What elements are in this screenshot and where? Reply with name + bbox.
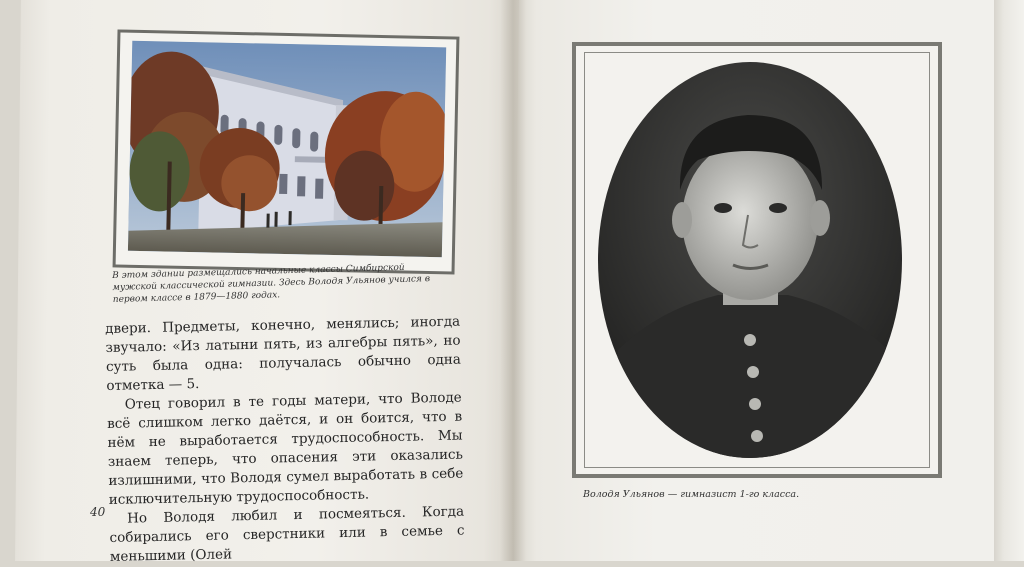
portrait-photo <box>598 60 902 458</box>
portrait-frame <box>572 42 942 478</box>
building-photo-caption: В этом здании размещались начальные классы Симбирской мужской классической гимназии. Здесь Володя Ульянов учился в первом классе в 1879—1880 годах. <box>112 262 431 305</box>
book-cover-edge <box>990 0 1024 561</box>
body-text <box>105 313 465 567</box>
paragraph: двери. Предметы, конечно, менялись; иногда звучало: «Из латыни пять, из алгебры пять», но суть была одна: получалась обычно одна отметка — 5. <box>105 313 462 394</box>
building-photo <box>128 41 446 258</box>
page-number: 40 <box>90 505 106 519</box>
building-photo-frame <box>113 29 460 274</box>
portrait-caption: Володя Ульянов — гимназист 1-го класса. <box>583 489 800 500</box>
paragraph: Отец говорил в те годы матери, что Володе всё слишком легко даётся, и он боится, что в нём не выработается трудоспособность. Мы знаем теперь, что опасения эти оказались излишними, что Володя сумел выработать в себе исключительную трудоспособность. <box>107 389 464 508</box>
paragraph: Но Володя любил и посмеяться. Когда собирались его сверстники или в семье с меньшими (Олей <box>109 503 465 565</box>
book-gutter <box>500 0 526 561</box>
